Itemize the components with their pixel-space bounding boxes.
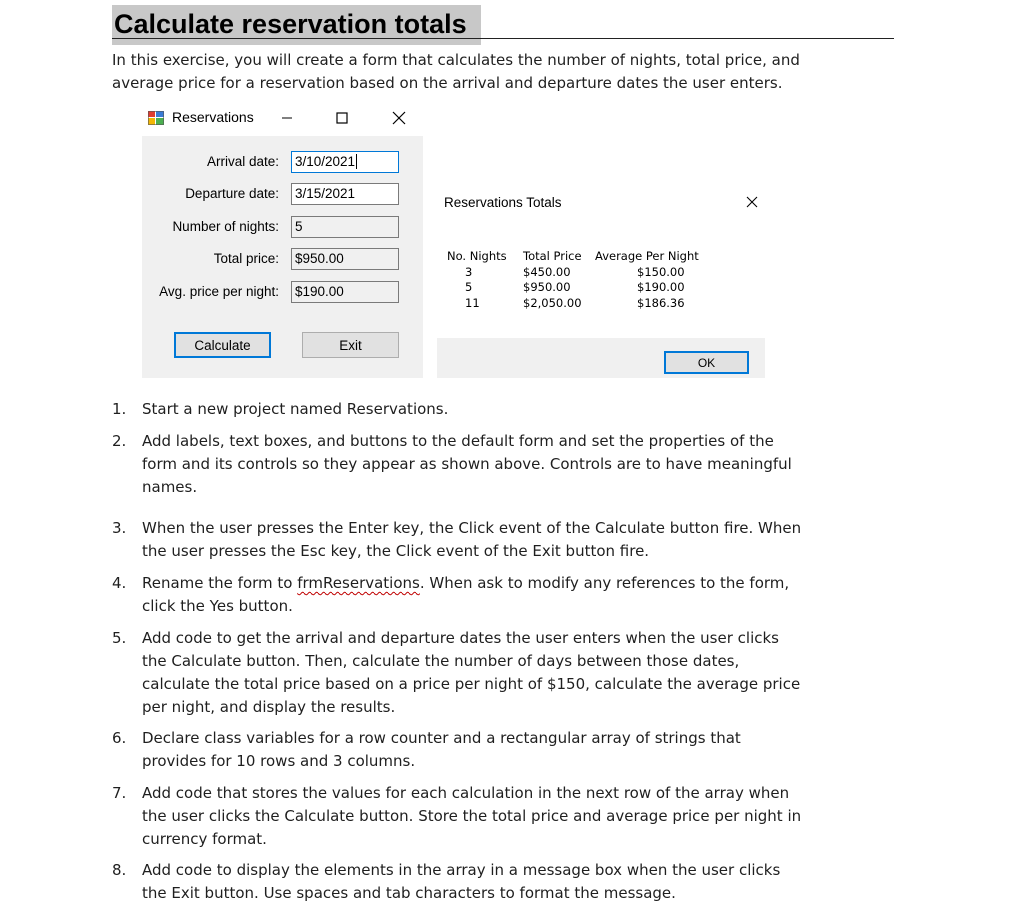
step-number: 7. [112,784,127,802]
minimize-icon [281,112,293,124]
step-text: When the user presses the Enter key, the Click event of the Calculate button fire. When the user presses the Esc key, the Click event of the Exit button fire. [142,519,802,560]
step-number: 1. [112,400,127,418]
header-nights: No. Nights [447,249,507,263]
arrival-date-input[interactable]: 3/10/2021 [291,151,399,173]
nights-label: Number of nights: [172,219,279,234]
departure-date-input[interactable]: 3/15/2021 [291,183,399,205]
step-text: Add code to get the arrival and departure dates the user enters when the user clicks the Calculate button. Then, calculate the number of days between those dates, calculate the total price based on a price per night of $150, calculate the average price per night, and display the results. [142,629,801,716]
maximize-button[interactable] [331,107,353,129]
nights-output: 5 [291,216,399,238]
row-average: $186.36 [637,295,685,310]
step-text: Start a new project named Reservations. [142,400,449,418]
row-average: $190.00 [637,280,685,294]
form-icon [148,110,164,126]
header-total: Total Price [523,249,582,263]
minimize-button[interactable] [276,107,298,129]
step-number: 2. [112,432,127,450]
message-box-title: Reservations Totals [444,195,562,210]
header-average: Average Per Night [595,249,699,263]
departure-date-label: Departure date: [185,186,279,201]
step-number: 8. [112,861,127,879]
close-button[interactable] [388,107,410,129]
close-icon [392,111,406,125]
text-caret [356,154,357,169]
page-title: Calculate reservation totals [112,5,481,45]
row-average: $150.00 [637,264,685,279]
row-total: $450.00 [523,264,571,279]
step-text: Add labels, text boxes, and buttons to the default form and set the properties of the form and its controls so they appear as shown above. Controls are to have meaningful names. [142,432,792,496]
step-text: Declare class variables for a row counter and a rectangular array of strings that provides for 10 rows and 3 columns. [142,729,741,770]
maximize-icon [336,112,348,124]
form-name-code: frmReservations [297,574,420,592]
step-text: Add code to display the elements in the array in a message box when the user clicks the Exit button. Use spaces and tab characters to format the message. [142,861,781,902]
row-nights: 11 [465,295,480,310]
title-rule [112,38,894,39]
total-price-label: Total price: [213,251,279,266]
avg-price-output: $190.00 [291,281,399,303]
message-box [437,183,765,378]
form-title: Reservations [172,109,254,125]
row-nights: 5 [465,280,473,294]
message-box-footer [437,338,765,378]
intro-paragraph: In this exercise, you will create a form that calculates the number of nights, total price, and average price for a reservation based on the arrival and departure dates the user enters. [112,51,800,92]
exit-button[interactable]: Exit [302,332,399,358]
step-number: 3. [112,519,127,537]
form-titlebar [142,103,423,133]
row-total: $950.00 [523,280,571,294]
avg-price-label: Avg. price per night: [159,284,279,299]
row-nights: 3 [465,264,473,279]
ok-button[interactable]: OK [664,351,749,374]
row-total: $2,050.00 [523,295,582,310]
step-number: 5. [112,629,127,647]
step-text: Rename the form to frmReservations. When ask to modify any references to the form, click the Yes button. [142,574,790,615]
step-number: 4. [112,574,127,592]
total-price-output: $950.00 [291,248,399,270]
close-icon[interactable] [745,195,759,209]
step-text: Add code that stores the values for each calculation in the next row of the array when the user clicks the Calculate button. Store the total price and average price per night in currency format. [142,784,802,848]
arrival-date-label: Arrival date: [206,154,279,169]
step-number: 6. [112,729,127,747]
calculate-button[interactable]: Calculate [174,332,271,358]
form-body [142,136,423,378]
